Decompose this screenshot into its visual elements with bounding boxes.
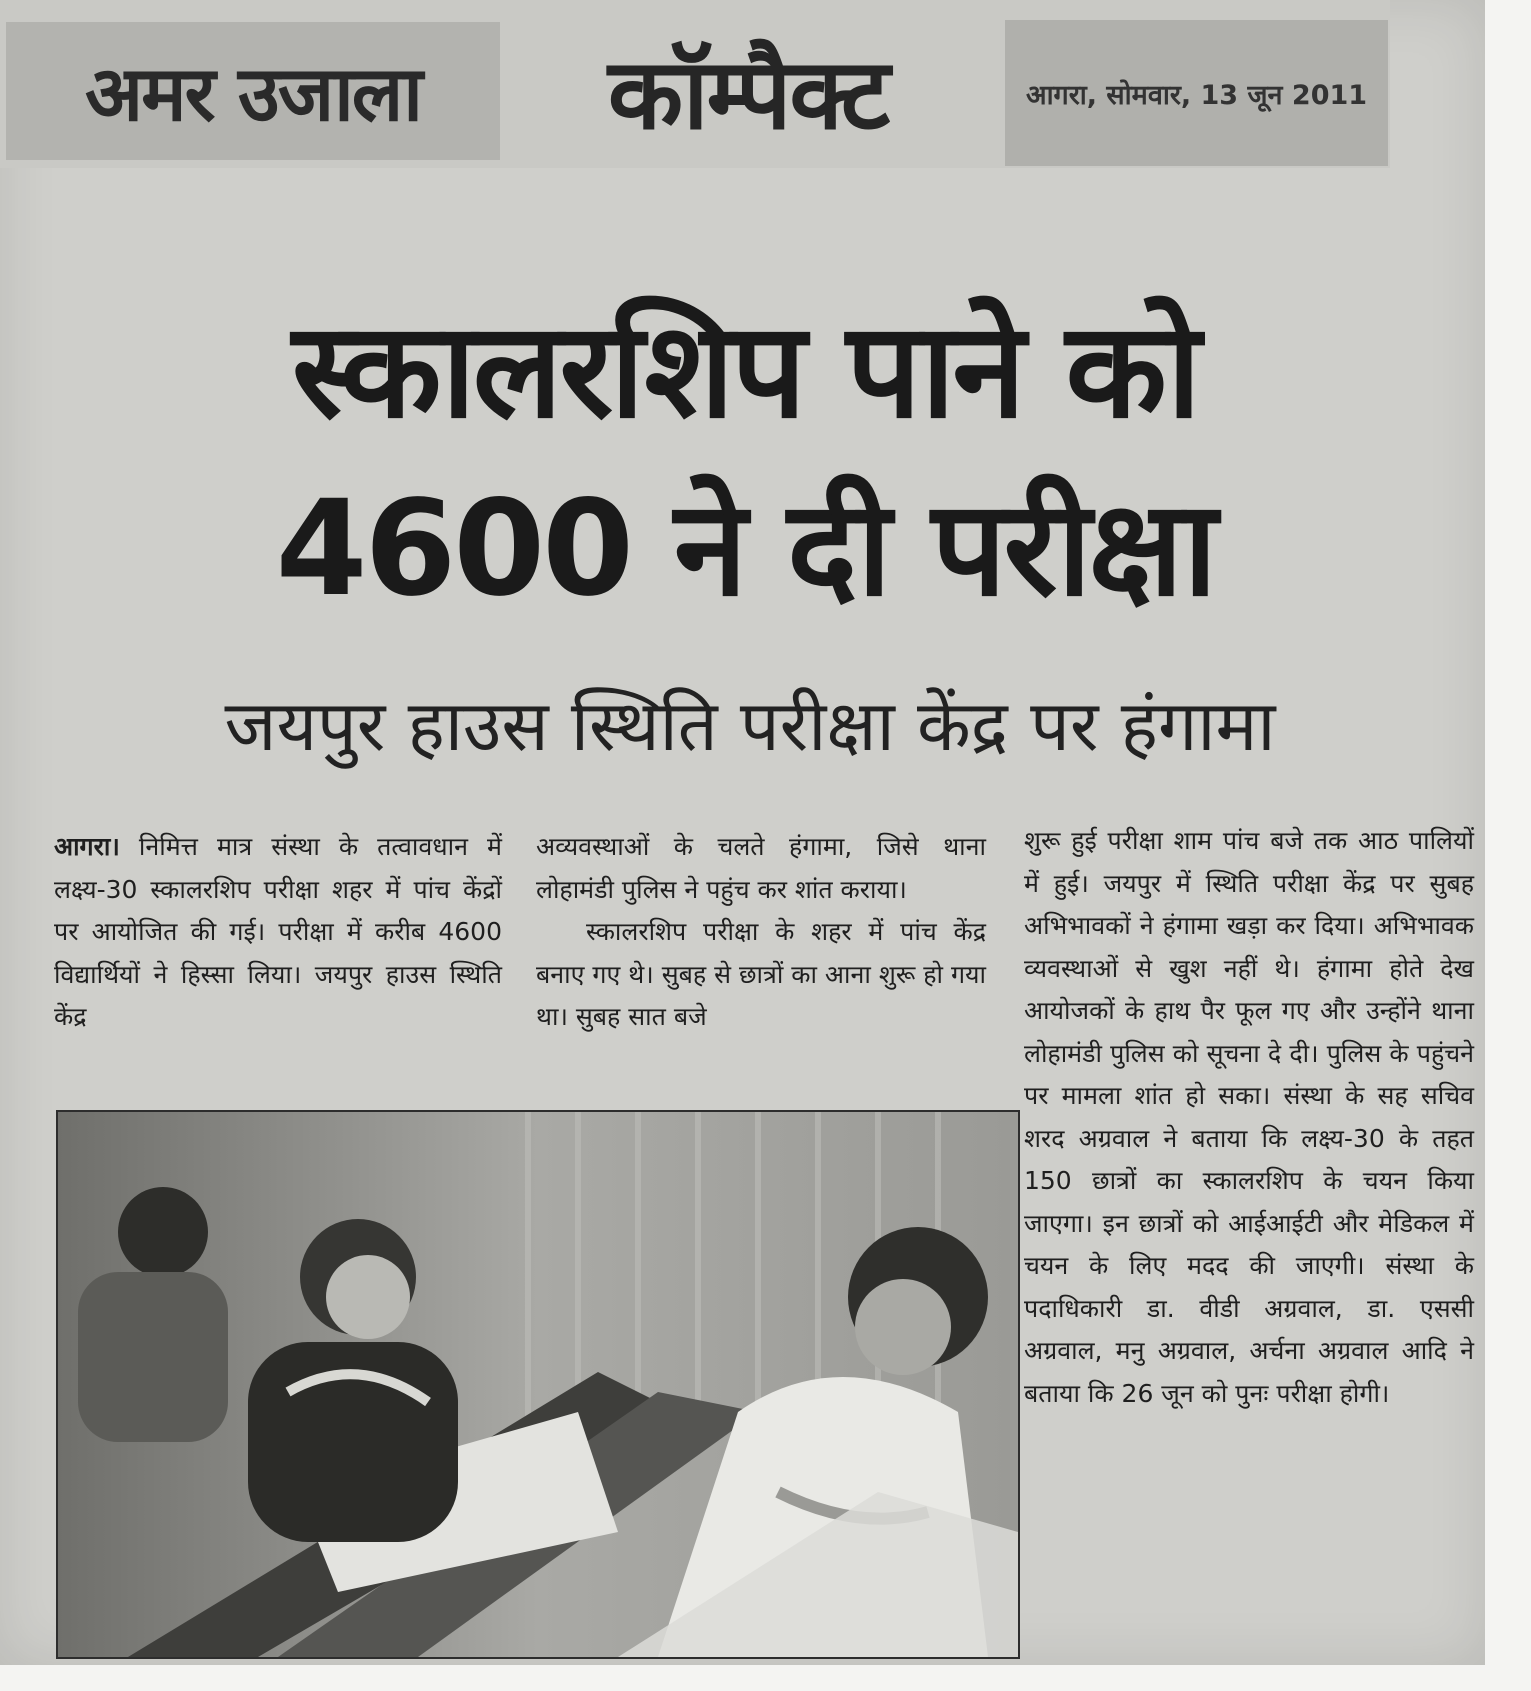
- headline-line-2: 4600 ने दी परीक्षा: [275, 472, 1215, 626]
- column-3-paragraph: शुरू हुई परीक्षा शाम पांच बजे तक आठ पालियों में हुई। जयपुर में स्थिति परीक्षा केंद्र पर सुबह अभिभावकों ने हंगामा खड़ा कर दिया। अभिभावक व्यवस्थाओं से खुश नहीं थे। हंगामा होते देख आयोजकों के हाथ पैर फूल गए और उन्होंने थाना लोहामंडी पुलिस को सूचना दे दी। पुलिस के पहुंचने पर मामला शांत हो सका। संस्था के सह सचिव शरद अग्रवाल ने बताया कि लक्ष्य-30 के तहत 150 छात्रों का स्कालरशिप के चयन किया जाएगा। इन छात्रों को आईआईटी और मेडिकल में चयन के लिए मदद की जाएगी। संस्था के पदाधिकारी डा. वीडी अग्रवाल, डा. एससी अग्रवाल, मनु अग्रवाल, अर्चना अग्रवाल आदि ने बताया कि 26 जून को पुनः परीक्षा होगी।: [1024, 826, 1474, 1408]
- article-column-3: [1024, 820, 1474, 1415]
- masthead: [0, 0, 1390, 168]
- exam-photo: [56, 1110, 1020, 1659]
- headline-line-1: स्कालरशिप पाने को: [291, 294, 1199, 448]
- article-column-2: [536, 826, 986, 1039]
- headline: [40, 282, 1450, 638]
- subheadline: जयपुर हाउस स्थिति परीक्षा केंद्र पर हंगामा: [224, 685, 1276, 767]
- newspaper-logo: अमर उजाला: [85, 48, 421, 138]
- column-1-text: निमित्त मात्र संस्था के तत्वावधान में लक्ष्य-30 स्कालरशिप परीक्षा शहर में पांच केंद्रों पर आयोजित की गई। परीक्षा में करीब 4600 विद्यार्थियों ने हिस्सा लिया। जयपुर हाउस स्थिति केंद्र: [54, 832, 502, 1031]
- dateline: आगरा, सोमवार, 13 जून 2011: [1025, 79, 1368, 111]
- edition-name: कॉम्पैक्ट: [607, 38, 889, 152]
- column-2-paragraph-1: अव्यवस्थाओं के चलते हंगामा, जिसे थाना लोहामंडी पुलिस ने पहुंच कर शांत कराया।: [536, 832, 986, 904]
- dateline-lead: आगरा।: [54, 832, 120, 861]
- brand-box: [6, 22, 500, 160]
- date-box: [1005, 20, 1388, 166]
- article-column-1: [54, 826, 502, 1039]
- column-1-paragraph: [54, 826, 502, 1039]
- photo-illustration: [58, 1112, 1018, 1657]
- column-2-paragraph-2: स्कालरशिप परीक्षा के शहर में पांच केंद्र बनाए गए थे। सुबह से छात्रों का आना शुरू हो गया था। सुबह सात बजे: [536, 917, 986, 1031]
